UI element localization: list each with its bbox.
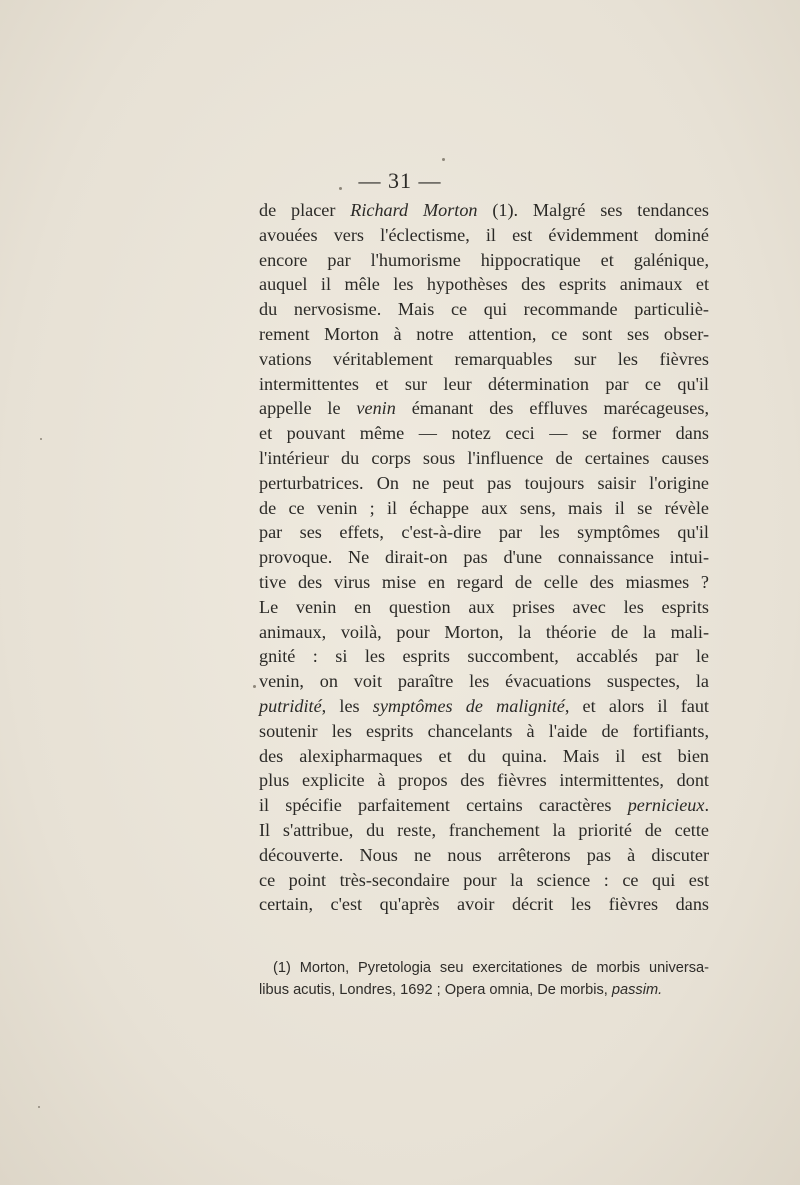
text-line: du nervosisme. Mais ce qui recommande particuliè- <box>259 299 709 320</box>
footnote <box>259 957 709 1001</box>
text-line: encore par l'humorisme hippocratique et galénique, <box>259 249 709 270</box>
text-line: intermittentes et sur leur détermination par ce qu'il <box>259 373 709 394</box>
footnote-text: libus acutis, Londres, 1692 ; Opera omnia, De morbis, <box>259 982 608 998</box>
text-line: Le venin en question aux prises avec les esprits <box>259 596 709 617</box>
text-line: provoque. Ne dirait-on pas d'une connaissance intui- <box>259 547 709 568</box>
body-text <box>259 198 709 917</box>
text-line: plus explicite à propos des fièvres intermittentes, dont <box>259 770 709 791</box>
italic-emphasis: symptômes de malignité <box>372 695 565 716</box>
paper-speck <box>40 438 42 440</box>
text-line: animaux, voilà, pour Morton, la théorie de la mali- <box>259 621 709 642</box>
text-line: putridité, les symptômes de malignité, et alors il faut <box>259 695 709 716</box>
paper-speck <box>442 158 445 161</box>
footnote-line: (1) Morton, Pyretologia seu exercitationes de morbis universa- <box>273 960 709 976</box>
italic-emphasis: Richard Morton <box>350 200 478 220</box>
text-line: découverte. Nous ne nous arrêterons pas à discuter <box>259 844 709 865</box>
text-line: soutenir les esprits chancelants à l'aide de fortifiants, <box>259 720 709 741</box>
text-line: des alexipharmaques et du quina. Mais il est bien <box>259 745 709 766</box>
page-number: — 31 — <box>358 168 442 193</box>
text-line: avouées vers l'éclectisme, il est évidemment dominé <box>259 224 709 245</box>
text-line: appelle le venin émanant des effluves marécageuses, <box>259 398 709 419</box>
text-line: par ses effets, c'est-à-dire par les symptômes qu'il <box>259 522 709 543</box>
text-line: rement Morton à notre attention, ce sont ses obser- <box>259 323 709 344</box>
paper-speck <box>253 685 256 688</box>
text-line: Il s'attribue, du reste, franchement la priorité de cette <box>259 819 709 840</box>
text-line: auquel il mêle les hypothèses des esprits animaux et <box>259 274 709 295</box>
text-line: de ce venin ; il échappe aux sens, mais il se révèle <box>259 497 709 518</box>
italic-emphasis: venin <box>356 398 396 419</box>
text-line: tive des virus mise en regard de celle des miasmes ? <box>259 571 709 592</box>
text-line: venin, on voit paraître les évacuations suspectes, la <box>259 671 709 692</box>
paper-speck <box>38 1106 40 1108</box>
italic-emphasis: pernicieux <box>627 795 705 816</box>
footnote-line <box>259 979 709 1001</box>
text-line: vations véritablement remarquables sur les fièvres <box>259 348 709 369</box>
italic-emphasis: putridité <box>259 695 322 716</box>
text-line: il spécifie parfaitement certains caractères pernicieux. <box>259 795 709 816</box>
text-line: perturbatrices. On ne peut pas toujours saisir l'origine <box>259 472 709 493</box>
text-line: gnité : si les esprits succombent, accablés par le <box>259 646 709 667</box>
text-line: l'intérieur du corps sous l'influence de certaines causes <box>259 447 709 468</box>
text-line: de placer Richard Morton (1). Malgré ses tendances <box>259 200 709 220</box>
text-line: certain, c'est qu'après avoir décrit les fièvres dans <box>259 894 709 915</box>
footnote-italic-passim: passim. <box>611 982 663 998</box>
text-line: et pouvant même — notez ceci — se former dans <box>259 423 709 444</box>
text-line: ce point très-secondaire pour la science : ce qui est <box>259 869 709 890</box>
